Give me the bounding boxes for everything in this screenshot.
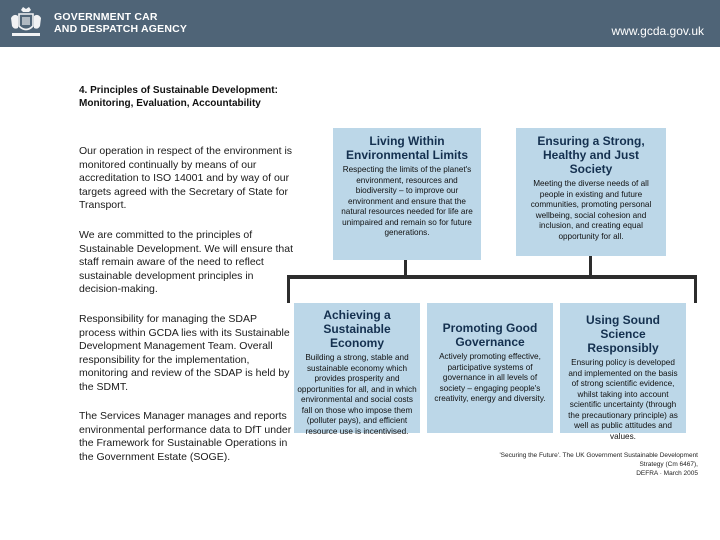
diagram-source-caption bbox=[476, 451, 698, 478]
principle-box-environmental-limits bbox=[333, 128, 481, 260]
connector-right-leg bbox=[694, 275, 697, 303]
website-url[interactable]: www.gcda.gov.uk bbox=[611, 24, 704, 38]
connector-left-leg bbox=[287, 275, 290, 303]
caption-line: 'Securing the Future'. The UK Government Sustainable Development Strategy (Cm 6467), bbox=[499, 452, 698, 468]
principle-box-sustainable-economy bbox=[294, 303, 420, 436]
principle-description: Actively promoting effective, participative systems of governance in all levels of society – engaging people's creativity, energy and diversity. bbox=[434, 352, 546, 403]
header-bar bbox=[0, 0, 720, 47]
principle-description: Building a strong, stable and sustainable economy which provides prosperity and opportunities for all, and in which environmental and social costs fall on those who impose them (polluter pays), and efficient resource use is incentivised. bbox=[297, 353, 417, 436]
principle-box-good-governance bbox=[427, 303, 553, 433]
principle-title: Achieving a Sustainable Economy bbox=[323, 308, 391, 350]
principle-title: Living Within Environmental Limits bbox=[345, 134, 469, 162]
agency-name-line1: GOVERNMENT CAR bbox=[54, 11, 158, 23]
principle-box-just-society bbox=[516, 128, 666, 256]
caption-line: DEFRA · March 2005 bbox=[636, 470, 698, 477]
agency-name-line2: AND DESPATCH AGENCY bbox=[54, 23, 188, 35]
paragraph-sd-commitment: We are committed to the principles of Sustainable Development. We will ensure that staff remain aware of the need to reflect sustainable development principles in decision-making. bbox=[79, 229, 294, 295]
agency-name bbox=[54, 11, 187, 35]
paragraph-sdap-responsibility: Responsibility for managing the SDAP process within GCDA lies with its Sustainable Development Management Team. Overall responsibility for the implementation, monitoring and review of the SDAP is held by the SDMT. bbox=[79, 313, 290, 393]
connector-left-vertical bbox=[404, 260, 407, 276]
principle-description: Ensuring policy is developed and implemented on the basis of strong scientific evidence, whilst taking into account scientific uncertainty (through the precautionary principle) as well as public attitudes and values. bbox=[568, 358, 678, 441]
principle-title: Using Sound Science Responsibly bbox=[586, 313, 660, 355]
principle-title: Ensuring a Strong, Healthy and Just Society bbox=[537, 134, 645, 176]
paragraph-iso14001: Our operation in respect of the environment is monitored continually by means of our accreditation to ISO 14001 and by way of our targets agreed with the Secretary of State for Transport. bbox=[79, 145, 293, 211]
paragraph-soge-reporting: The Services Manager manages and reports environmental performance data to DfT under the Framework for Sustainable Operations in the Government Estate (SOGE). bbox=[79, 410, 292, 463]
principle-description: Respecting the limits of the planet's environment, resources and biodiversity – to improve our environment and ensure that the natural resources needed for life are unimpaired and remain so for future generations. bbox=[341, 165, 473, 237]
principle-title: Promoting Good Governance bbox=[442, 321, 538, 349]
section-heading: 4. Principles of Sustainable Development: Monitoring, Evaluation, Accountability bbox=[79, 85, 278, 109]
principle-description: Meeting the diverse needs of all people in existing and future communities, promoting personal wellbeing, social cohesion and inclusion, and creating equal opportunity for all. bbox=[530, 179, 652, 241]
principle-box-sound-science bbox=[560, 303, 686, 441]
connector-right-vertical bbox=[589, 256, 592, 276]
connector-horizontal-bar bbox=[287, 275, 697, 279]
royal-crest-icon bbox=[8, 6, 44, 40]
